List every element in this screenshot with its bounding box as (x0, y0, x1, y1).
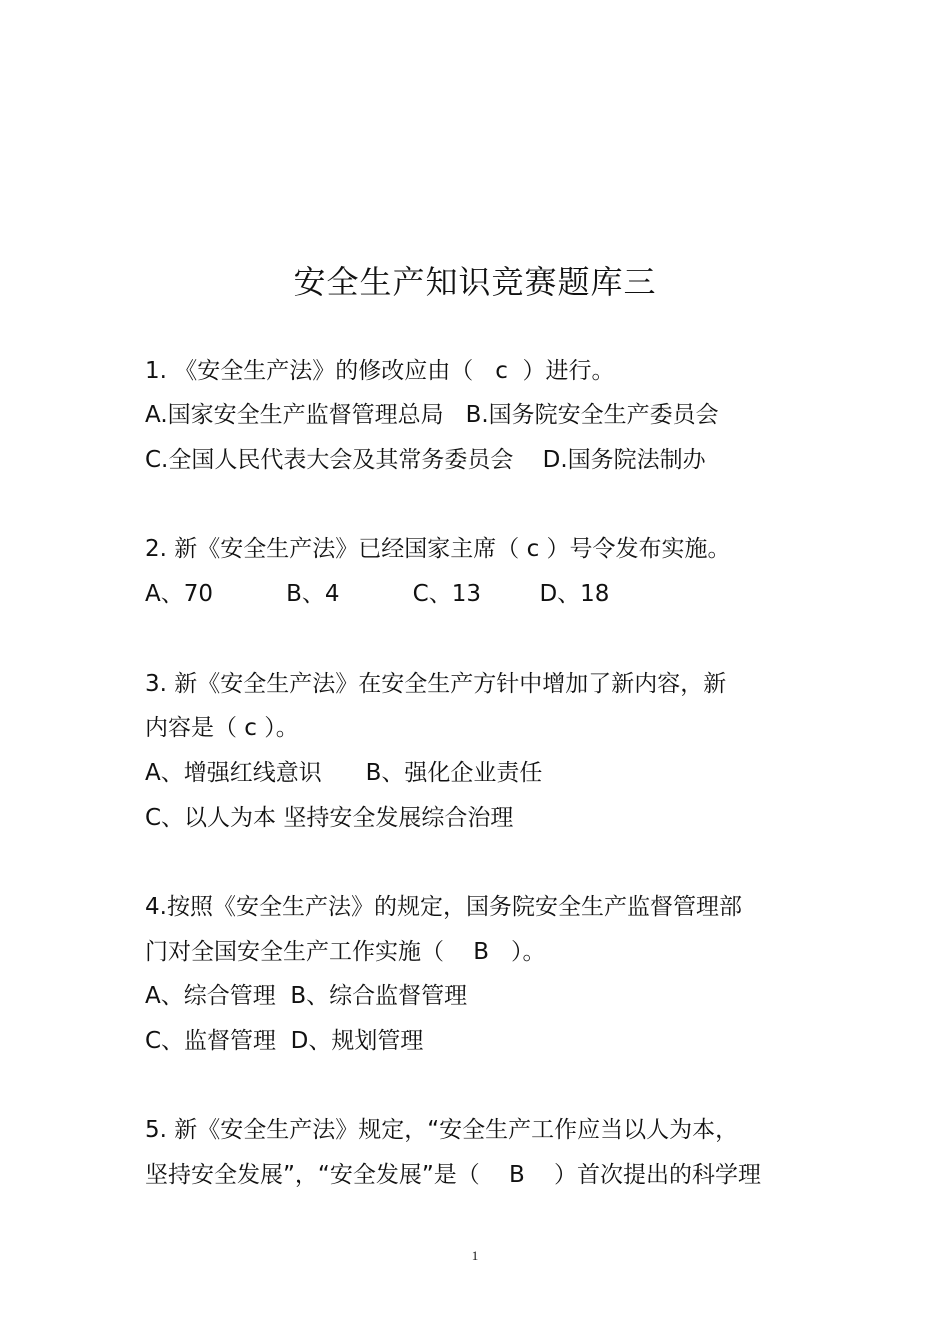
question-2-stem: 2. 新《安全生产法》已经国家主席（ c ）号令发布实施。 (145, 536, 731, 562)
question-4-stem-line-1: 4.按照《安全生产法》的规定，国务院安全生产监督管理部 (145, 894, 742, 920)
question-4-options-cd: C、监督管理 D、规划管理 (145, 1028, 424, 1054)
page-title: 安全生产知识竞赛题库三 (293, 263, 657, 301)
question-3-options-c: C、以人为本 坚持安全发展综合治理 (145, 805, 514, 831)
page-number: 1 (471, 1248, 479, 1263)
question-1-options-ab: A.国家安全生产监督管理总局 B.国务院安全生产委员会 (145, 402, 719, 428)
question-5-stem-line-2: 坚持安全发展”，“安全发展”是（ B ）首次提出的科学理 (145, 1162, 762, 1188)
question-4-options-ab: A、综合管理 B、综合监督管理 (145, 983, 468, 1009)
question-1-stem: 1. 《安全生产法》的修改应由（ c ）进行。 (145, 358, 615, 384)
question-2-options: A、70 B、4 C、13 D、18 (145, 581, 610, 607)
question-3-stem-line-1: 3. 新《安全生产法》在安全生产方针中增加了新内容，新 (145, 671, 727, 697)
question-1-options-cd: C.全国人民代表大会及其常务委员会 D.国务院法制办 (145, 447, 706, 473)
question-3-stem-line-2: 内容是（ c ）。 (145, 715, 299, 741)
question-3-options-ab: A、增强红线意识 B、强化企业责任 (145, 760, 543, 786)
question-5-stem-line-1: 5. 新《安全生产法》规定，“安全生产工作应当以人为本， (145, 1117, 739, 1143)
question-4-stem-line-2: 门对全国安全生产工作实施（ B ）。 (145, 939, 546, 965)
